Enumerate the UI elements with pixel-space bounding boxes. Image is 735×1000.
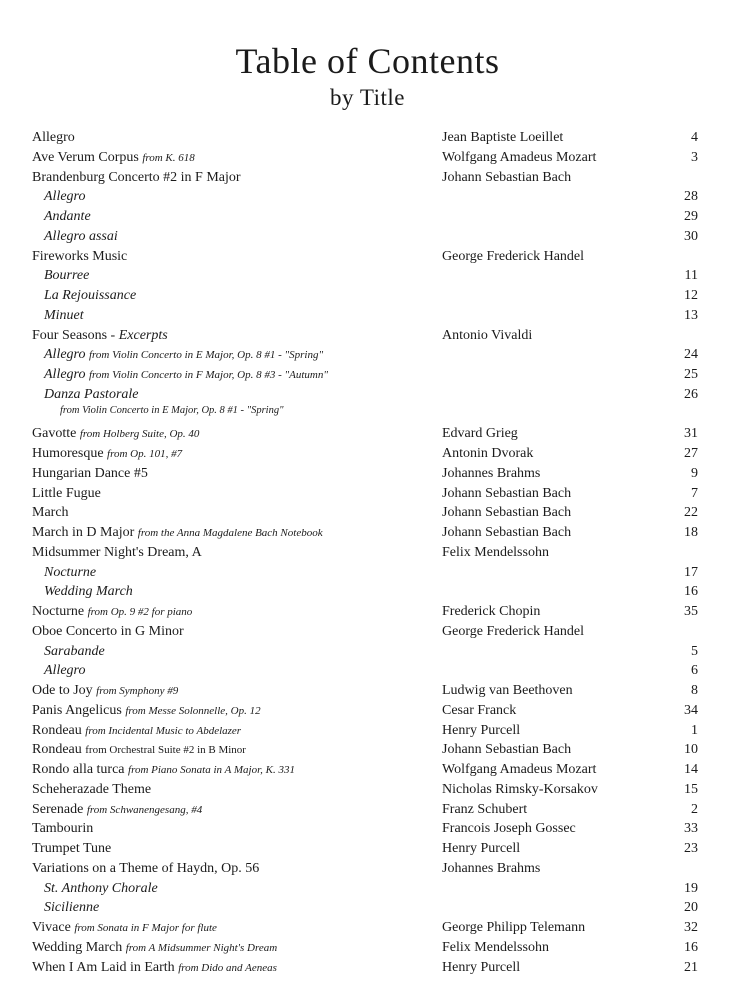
entry-title: Danza Pastorale: [44, 386, 139, 402]
toc-entry: [32, 444, 698, 464]
toc-entry: [32, 839, 698, 859]
entry-title: La Rejouissance: [44, 288, 137, 303]
entry-page-number: 12: [684, 288, 698, 303]
entry-title-block: [32, 543, 202, 563]
entry-title: Vivace: [32, 920, 71, 935]
toc-entry: [32, 464, 698, 484]
entry-title: Wedding March: [32, 939, 123, 955]
entry-title: Sicilienne: [44, 900, 100, 916]
entry-title: Allegro assai: [44, 228, 118, 244]
entry-composer: Ludwig van Beethoven: [442, 683, 573, 698]
entry-source: from Schwanengesang, #4: [86, 803, 203, 816]
entry-title: March in D Major: [32, 525, 135, 540]
entry-title: Ode to Joy: [32, 683, 93, 698]
entry-title-block: [32, 424, 199, 445]
entry-title: Allegro: [44, 347, 86, 363]
entry-title: Gavotte: [32, 426, 77, 442]
entry-page-number: 6: [691, 663, 698, 679]
entry-title: Midsummer Night's Dream, A: [32, 544, 202, 560]
entry-title: Fireworks Music: [32, 248, 128, 264]
entry-page-number: 34: [684, 702, 698, 718]
toc-subentry: [32, 642, 698, 662]
entry-composer: Henry Purcell: [442, 959, 521, 975]
entry-page-number: 2: [691, 801, 698, 817]
entry-title-block: [44, 187, 85, 207]
entry-composer: Johann Sebastian Bach: [442, 505, 572, 521]
entry-title-block: [44, 207, 91, 227]
entry-title-block: [44, 286, 136, 306]
toc-entry: [32, 800, 698, 820]
toc-entry: [32, 760, 698, 780]
entry-composer: George Frederick Handel: [442, 248, 585, 264]
entry-source: from Symphony #9: [96, 685, 179, 697]
toc-subentry: [32, 345, 698, 365]
entry-source: Excerpts: [118, 327, 168, 343]
entry-title-block: [44, 266, 89, 286]
entry-title: Ave Verum Corpus: [32, 149, 139, 165]
toc-subentry: [32, 582, 698, 602]
entry-title: Allegro: [44, 367, 86, 382]
entry-page-number: 21: [684, 959, 698, 975]
toc-subentry: [32, 207, 698, 227]
entry-composer: Johann Sebastian Bach: [442, 525, 572, 540]
entry-source: from Incidental Music to Abdelazer: [85, 724, 242, 737]
entry-page-number: 29: [684, 209, 698, 224]
toc-entry: [32, 958, 698, 978]
entry-title: Oboe Concerto in G Minor: [32, 623, 184, 639]
entry-title-block: [32, 464, 148, 484]
entry-title-block: [32, 326, 168, 346]
entry-composer: Johannes Brahms: [442, 465, 541, 481]
entry-page-number: 5: [691, 643, 698, 659]
entry-composer: Henry Purcell: [442, 722, 521, 738]
entry-composer: Franz Schubert: [442, 801, 528, 817]
entry-title-block: [32, 918, 217, 939]
entry-page-number: 33: [684, 821, 698, 837]
toc-entry: [32, 484, 698, 504]
entry-title: Rondo alla turca: [32, 762, 125, 777]
entry-title-block: [32, 859, 259, 879]
entry-source: from Violin Concerto in E Major, Op. 8 #1 - "Spring": [88, 349, 324, 362]
entry-page-number: 19: [684, 880, 698, 896]
toc-entry: [32, 681, 698, 701]
entry-page-number: 22: [684, 505, 698, 521]
entry-page-number: 35: [684, 604, 698, 619]
entry-title: Rondeau: [32, 722, 82, 738]
entry-source: from the Anna Magdalene Bach Notebook: [137, 527, 323, 539]
entry-title: Minuet: [44, 307, 84, 323]
entry-composer: Nicholas Rimsky-Korsakov: [442, 781, 598, 797]
entry-title: Four Seasons -: [32, 327, 116, 343]
entry-source: from Messe Solonnelle, Op. 12: [125, 704, 261, 717]
entry-title-block: [32, 484, 101, 504]
entry-page-number: 23: [684, 841, 698, 856]
entry-title: When I Am Laid in Earth: [32, 959, 175, 975]
entry-page-number: 24: [684, 347, 698, 363]
toc-subentry: [32, 187, 698, 207]
toc-entry: [32, 543, 698, 563]
entry-title: Allegro: [32, 130, 75, 145]
toc-entry: [32, 918, 698, 938]
entry-title: Tambourin: [32, 821, 94, 837]
entry-composer: Antonio Vivaldi: [442, 327, 533, 343]
entry-page-number: 16: [684, 939, 698, 955]
toc-subentry: [32, 266, 698, 286]
toc-subentry: [32, 879, 698, 899]
entry-title-block: [44, 306, 84, 326]
entry-title: Rondeau: [32, 742, 82, 758]
entry-title: Scheherazade Theme: [32, 781, 152, 797]
entry-page-number: 31: [684, 426, 698, 442]
entry-composer: Wolfgang Amadeus Mozart: [442, 762, 597, 777]
entry-title-block: [60, 401, 283, 421]
entry-title-block: [44, 898, 99, 918]
toc-entry: [32, 503, 698, 523]
entry-title-block: [32, 148, 195, 169]
entry-page-number: 32: [684, 920, 698, 935]
entry-source: from Violin Concerto in F Major, Op. 8 #3 - "Autumn": [88, 369, 328, 381]
entry-title: Nocturne: [44, 564, 97, 580]
entry-title-block: [32, 740, 246, 761]
toc-entry: [32, 128, 698, 148]
entry-title-block: [32, 819, 93, 839]
entry-title-block: [32, 839, 111, 859]
entry-title-block: [32, 622, 184, 642]
entry-page-number: 14: [684, 762, 698, 777]
entry-title: March: [32, 505, 69, 521]
entry-title: Variations on a Theme of Haydn, Op. 56: [32, 860, 260, 876]
entry-page-number: 25: [684, 367, 698, 382]
entry-page-number: 17: [684, 564, 698, 580]
entry-title-block: [32, 602, 192, 623]
entry-title-block: [32, 938, 277, 959]
entry-page-number: 3: [691, 149, 698, 165]
entry-title-block: [32, 681, 178, 702]
entry-source: from K. 618: [142, 151, 195, 164]
entry-title-block: [44, 582, 133, 602]
entry-page-number: 26: [684, 386, 698, 402]
entry-composer: Wolfgang Amadeus Mozart: [442, 149, 597, 165]
entry-source: from Sonata in F Major for flute: [74, 922, 217, 934]
entry-title-block: [32, 958, 277, 979]
entry-source: from Op. 9 #2 for piano: [87, 606, 193, 618]
entry-source: from Orchestral Suite #2 in B Minor: [85, 744, 246, 757]
entry-page-number: 18: [684, 525, 698, 540]
toc-entry: [32, 859, 698, 879]
entry-composer: Edvard Grieg: [442, 426, 518, 442]
entry-title: Sarabande: [44, 643, 105, 659]
entry-title-block: [32, 760, 295, 781]
entry-title: Bourree: [44, 268, 90, 284]
entry-source: from Holberg Suite, Op. 40: [79, 428, 200, 441]
toc-subentry: [32, 898, 698, 918]
entry-page-number: 15: [684, 781, 698, 797]
entry-title: Hungarian Dance #5: [32, 465, 148, 481]
entry-page-number: 13: [684, 307, 698, 323]
entry-title: Trumpet Tune: [32, 841, 112, 856]
entry-page-number: 16: [684, 584, 698, 600]
entry-title: Panis Angelicus: [32, 702, 122, 718]
entry-composer: Johann Sebastian Bach: [442, 485, 572, 501]
page-title: Table of Contents: [235, 41, 500, 81]
toc-subentry: [32, 286, 698, 306]
entry-composer: Johann Sebastian Bach: [442, 742, 572, 758]
toc-entry: [32, 326, 698, 346]
toc-entry: [32, 523, 698, 543]
entry-page-number: 11: [684, 268, 698, 284]
entry-title-block: [32, 128, 75, 148]
toc-note: [32, 405, 698, 425]
toc-entry: [32, 168, 698, 188]
toc-entry: [32, 247, 698, 267]
entry-composer: Francois Joseph Gossec: [442, 821, 576, 837]
entry-page-number: 30: [684, 228, 698, 244]
entry-composer: Johann Sebastian Bach: [442, 169, 572, 185]
entry-composer: Cesar Franck: [442, 702, 517, 718]
entry-title: Allegro: [44, 663, 86, 679]
toc-entry: [32, 701, 698, 721]
entry-page-number: 28: [684, 189, 698, 205]
entry-composer: Henry Purcell: [442, 841, 521, 856]
entry-page-number: 20: [684, 900, 698, 916]
entry-title-block: [32, 721, 241, 742]
entry-title-block: [32, 800, 202, 821]
entry-title-block: [44, 345, 323, 366]
entry-title-block: [32, 444, 182, 465]
entry-source: from Piano Sonata in A Major, K. 331: [128, 764, 295, 776]
entry-composer: Felix Mendelssohn: [442, 939, 549, 955]
entry-title-block: [44, 563, 96, 583]
entry-page-number: 7: [691, 485, 698, 501]
entry-page-number: 27: [684, 446, 698, 461]
entry-composer: Antonin Dvorak: [442, 446, 534, 461]
toc-list: [32, 128, 698, 977]
entry-title-block: [32, 247, 127, 267]
entry-source: from Op. 101, #7: [107, 448, 183, 460]
toc-entry: [32, 740, 698, 760]
entry-page-number: 4: [691, 130, 698, 145]
toc-subentry: [32, 306, 698, 326]
entry-source: from A Midsummer Night's Dream: [125, 941, 278, 954]
entry-title: Andante: [44, 209, 91, 224]
entry-title-block: [44, 661, 85, 681]
toc-entry: [32, 622, 698, 642]
toc-entry: [32, 721, 698, 741]
entry-composer: George Frederick Handel: [442, 623, 585, 639]
entry-title: from Violin Concerto in E Major, Op. 8 #1 - "Spring": [60, 404, 284, 416]
entry-page-number: 8: [691, 683, 698, 698]
entry-title: Wedding March: [44, 584, 133, 600]
entry-title-block: [44, 879, 158, 899]
entry-composer: Frederick Chopin: [442, 604, 541, 619]
entry-title-block: [32, 780, 151, 800]
toc-entry: [32, 148, 698, 168]
entry-title: Humoresque: [32, 446, 104, 461]
toc-subentry: [32, 227, 698, 247]
toc-subentry: [32, 563, 698, 583]
toc-subentry: [32, 661, 698, 681]
entry-title-block: [32, 701, 261, 722]
entry-title: Serenade: [32, 801, 84, 817]
entry-title-block: [44, 642, 105, 662]
entry-title: Little Fugue: [32, 485, 101, 501]
entry-composer: Jean Baptiste Loeillet: [442, 130, 564, 145]
entry-page-number: 1: [691, 722, 698, 738]
toc-entry: [32, 602, 698, 622]
entry-title: St. Anthony Chorale: [44, 880, 158, 896]
entry-composer: Johannes Brahms: [442, 860, 541, 876]
entry-page-number: 9: [691, 465, 698, 481]
toc-subentry: [32, 365, 698, 385]
entry-title: Brandenburg Concerto #2 in F Major: [32, 169, 241, 185]
toc-entry: [32, 819, 698, 839]
entry-composer: George Philipp Telemann: [442, 920, 586, 935]
entry-source: from Dido and Aeneas: [178, 961, 277, 974]
entry-title: Allegro: [44, 189, 86, 205]
toc-entry: [32, 424, 698, 444]
entry-title-block: [44, 227, 118, 247]
entry-page-number: 10: [684, 742, 698, 758]
entry-composer: Felix Mendelssohn: [442, 544, 549, 560]
page-subtitle: by Title: [330, 85, 405, 110]
entry-title-block: [32, 503, 69, 523]
toc-entry: [32, 780, 698, 800]
entry-title-block: [44, 365, 328, 386]
entry-title-block: [32, 168, 241, 188]
toc-entry: [32, 938, 698, 958]
entry-title-block: [32, 523, 323, 544]
entry-title: Nocturne: [32, 604, 85, 619]
